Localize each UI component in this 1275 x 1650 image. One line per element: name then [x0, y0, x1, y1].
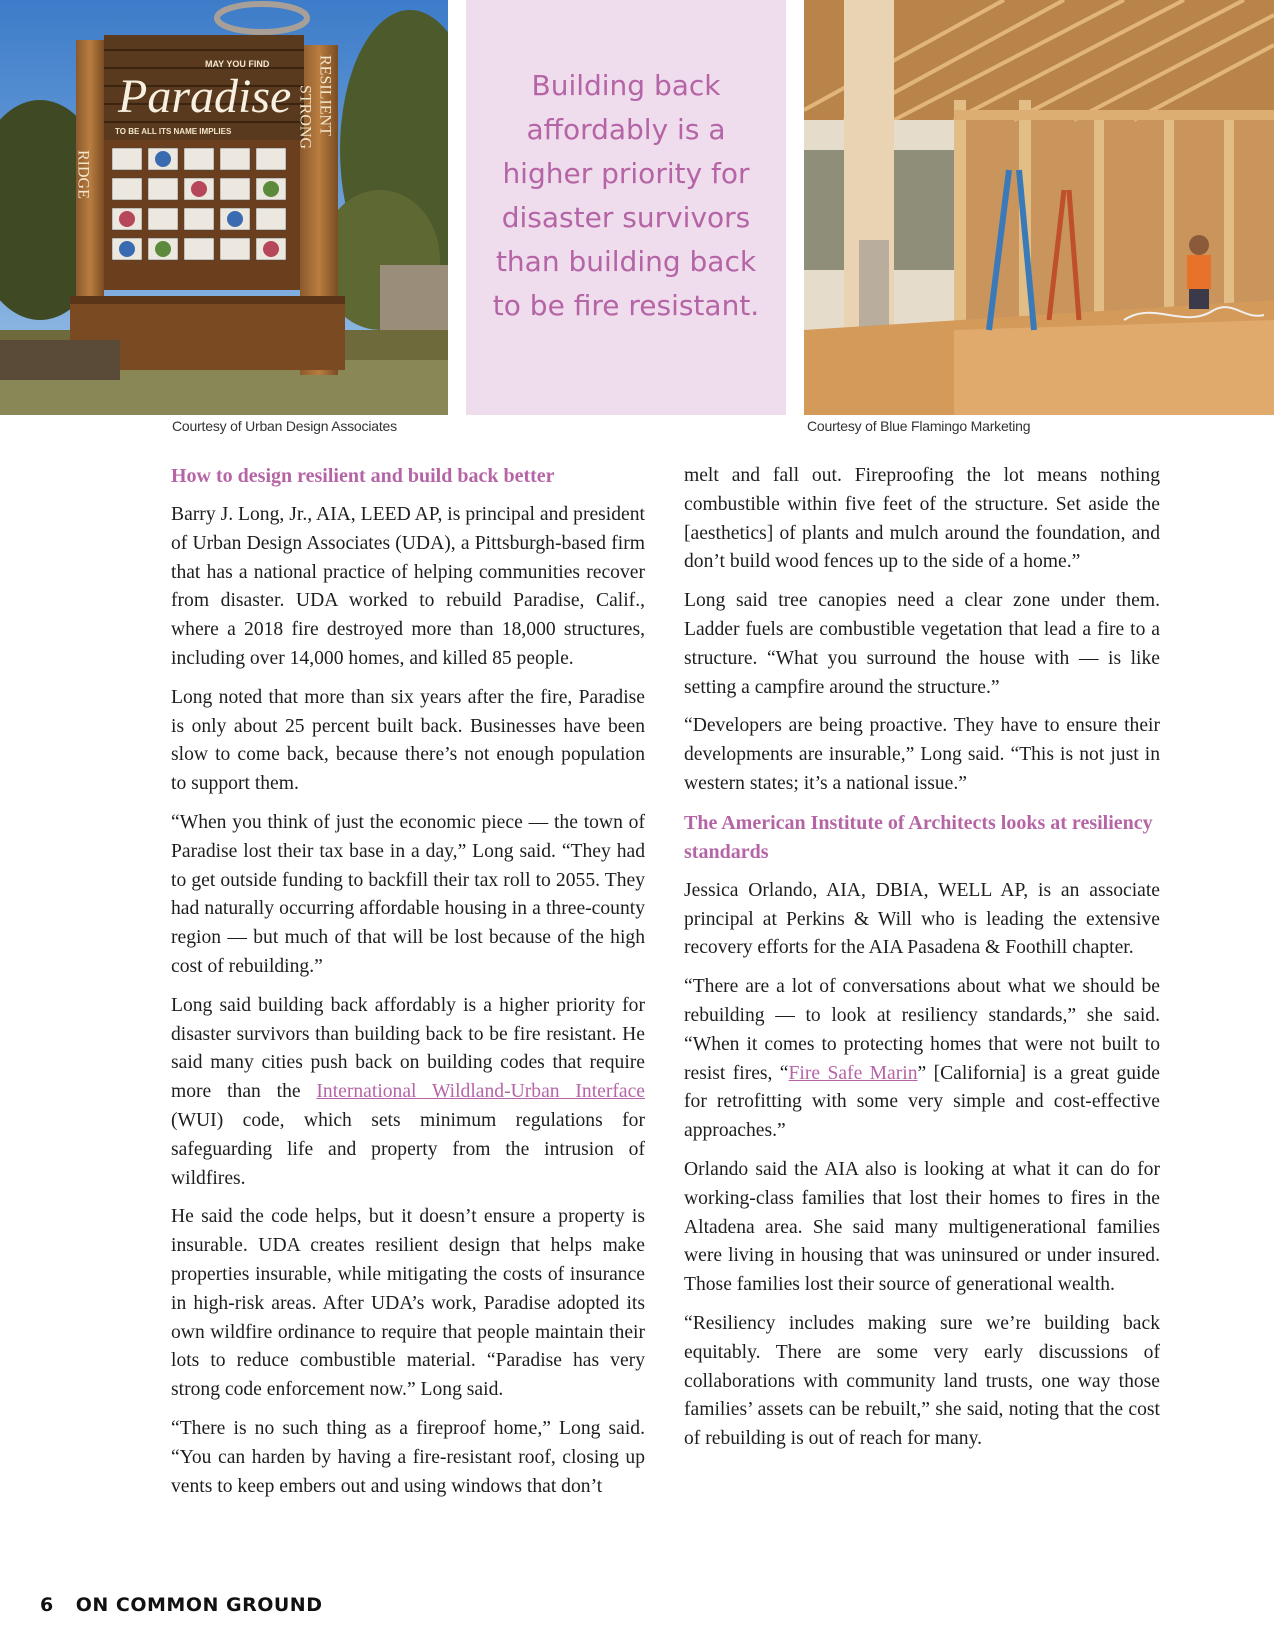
- sign-right-post-text-2: RESILIENT: [316, 55, 334, 136]
- paragraph: melt and fall out. Fireproofing the lot means nothing combustible within five feet of the structure. Set aside the [aesthetics] of plants and mulch around the foundation, and don’t build wood fences up to the side of a home.”: [684, 465, 1160, 573]
- paragraph-with-link: [171, 992, 645, 1194]
- paragraph-text: (WUI) code, which sets minimum regulations for safeguarding life and property from the intrusion of wildfires.: [171, 1109, 645, 1189]
- pull-quote-box: [466, 0, 786, 415]
- article-column-right: [684, 462, 1160, 1464]
- paragraph: Long said tree canopies need a clear zone under them. Ladder fuels are combustible vegetation that lead a fire to a structure. “What you surround the house with — is like setting a campfire around the structure.”: [684, 590, 1160, 698]
- paragraph-text: ” [California] is a great guide for retrofitting with some very simple and cost-effective approaches.”: [684, 1062, 1160, 1142]
- section-heading: The American Institute of Architects looks at resiliency standards: [684, 811, 1153, 863]
- construction-photo: [804, 0, 1274, 415]
- construction-illustration: [804, 0, 1274, 415]
- paragraph: “There is no such thing as a fireproof home,” Long said. “You can harden by having a fire-resistant roof, closing up vents to keep embers out and using windows that don’t: [171, 1417, 645, 1497]
- page-number: 6: [40, 1594, 54, 1616]
- paragraph-text: “There are a lot of conversations about what we should be rebuilding — to look at resiliency standards,” she said. “When it comes to protecting homes that were not built to resist fires, “: [684, 976, 1160, 1084]
- paragraph-with-link: [684, 973, 1160, 1146]
- article-column-left: [171, 462, 645, 1511]
- section-heading: How to design resilient and build back better: [171, 465, 555, 487]
- paragraph: “Developers are being proactive. They have to ensure their developments are insurable,” Long said. “This is not just in western states; it’s a national issue.”: [684, 715, 1160, 794]
- paragraph: Orlando said the AIA also is looking at what it can do for working-class families that lost their homes to fires in the Altadena area. She said many multigenerational families were living in housing that was uninsured or under insured. Those families lost their source of generational wealth.: [684, 1158, 1160, 1296]
- paragraph: Jessica Orlando, AIA, DBIA, WELL AP, is an associate principal at Perkins & Will who is leading the extensive recovery efforts for the AIA Pasadena & Foothill chapter.: [684, 879, 1160, 959]
- paragraph: “Resiliency includes making sure we’re building back equitably. There are some very early discussions of collaborations with community land trusts, one way those families’ assets can be rebuilt,” she said, noting that the cost of rebuilding is out of reach for many.: [684, 1312, 1160, 1450]
- publication-name: ON COMMON GROUND: [75, 1594, 323, 1616]
- sign-right-post-text-1: STRONG: [296, 85, 314, 150]
- paradise-sign-photo: [0, 0, 448, 415]
- sign-top-text: MAY YOU FIND: [205, 59, 270, 69]
- paragraph: He said the code helps, but it doesn’t ensure a property is insurable. UDA creates resilient design that helps make properties insurable, while mitigating the costs of insurance in high-risk areas. After UDA’s work, Paradise adopted its own wildfire ordinance to require that people maintain their lots to reduce combustible material. “Paradise has very strong code enforcement now.” Long said.: [171, 1206, 645, 1401]
- paragraph: Long noted that more than six years after the fire, Paradise is only about 25 percent built back. Businesses have been slow to come back, because there’s not enough population to support them.: [171, 686, 645, 795]
- photo-credit-left: Courtesy of Urban Design Associates: [172, 418, 397, 434]
- pull-quote-text: Building back affordably is a higher priority for disaster survivors than building back to be fire resistant.: [492, 69, 760, 322]
- paragraph: “When you think of just the economic piece — the town of Paradise lost their tax base in a day,” Long said. “They had to get outside funding to backfill their tax roll to 2055. They had naturally occurring affordable housing in a three-county region — but much of that will be lost because of the high cost of rebuilding.”: [171, 811, 645, 977]
- paragraph: Barry J. Long, Jr., AIA, LEED AP, is principal and president of Urban Design Associates (UDA), a Pittsburgh-based firm that has a national practice of helping communities recover from disaster. UDA worked to rebuild Paradise, Calif., where a 2018 fire destroyed more than 18,000 structures, including over 14,000 homes, and killed 85 people.: [171, 504, 645, 669]
- fire-safe-marin-link[interactable]: Fire Safe Marin: [788, 1062, 918, 1084]
- sign-left-post-text: RIDGE: [74, 150, 92, 199]
- sign-sub-text: TO BE ALL ITS NAME IMPLIES: [115, 127, 232, 136]
- photo-credit-right: Courtesy of Blue Flamingo Marketing: [807, 418, 1031, 434]
- sign-title-text: Paradise: [118, 70, 292, 123]
- paradise-sign-illustration: [0, 0, 448, 415]
- wui-code-link[interactable]: International Wildland-Urban Interface: [316, 1081, 645, 1103]
- page-footer: [40, 1594, 322, 1616]
- paragraph-text: Long said building back affordably is a higher priority for disaster survivors than building back to be fire resistant. He said many cities push back on building codes that require more than the: [171, 994, 645, 1103]
